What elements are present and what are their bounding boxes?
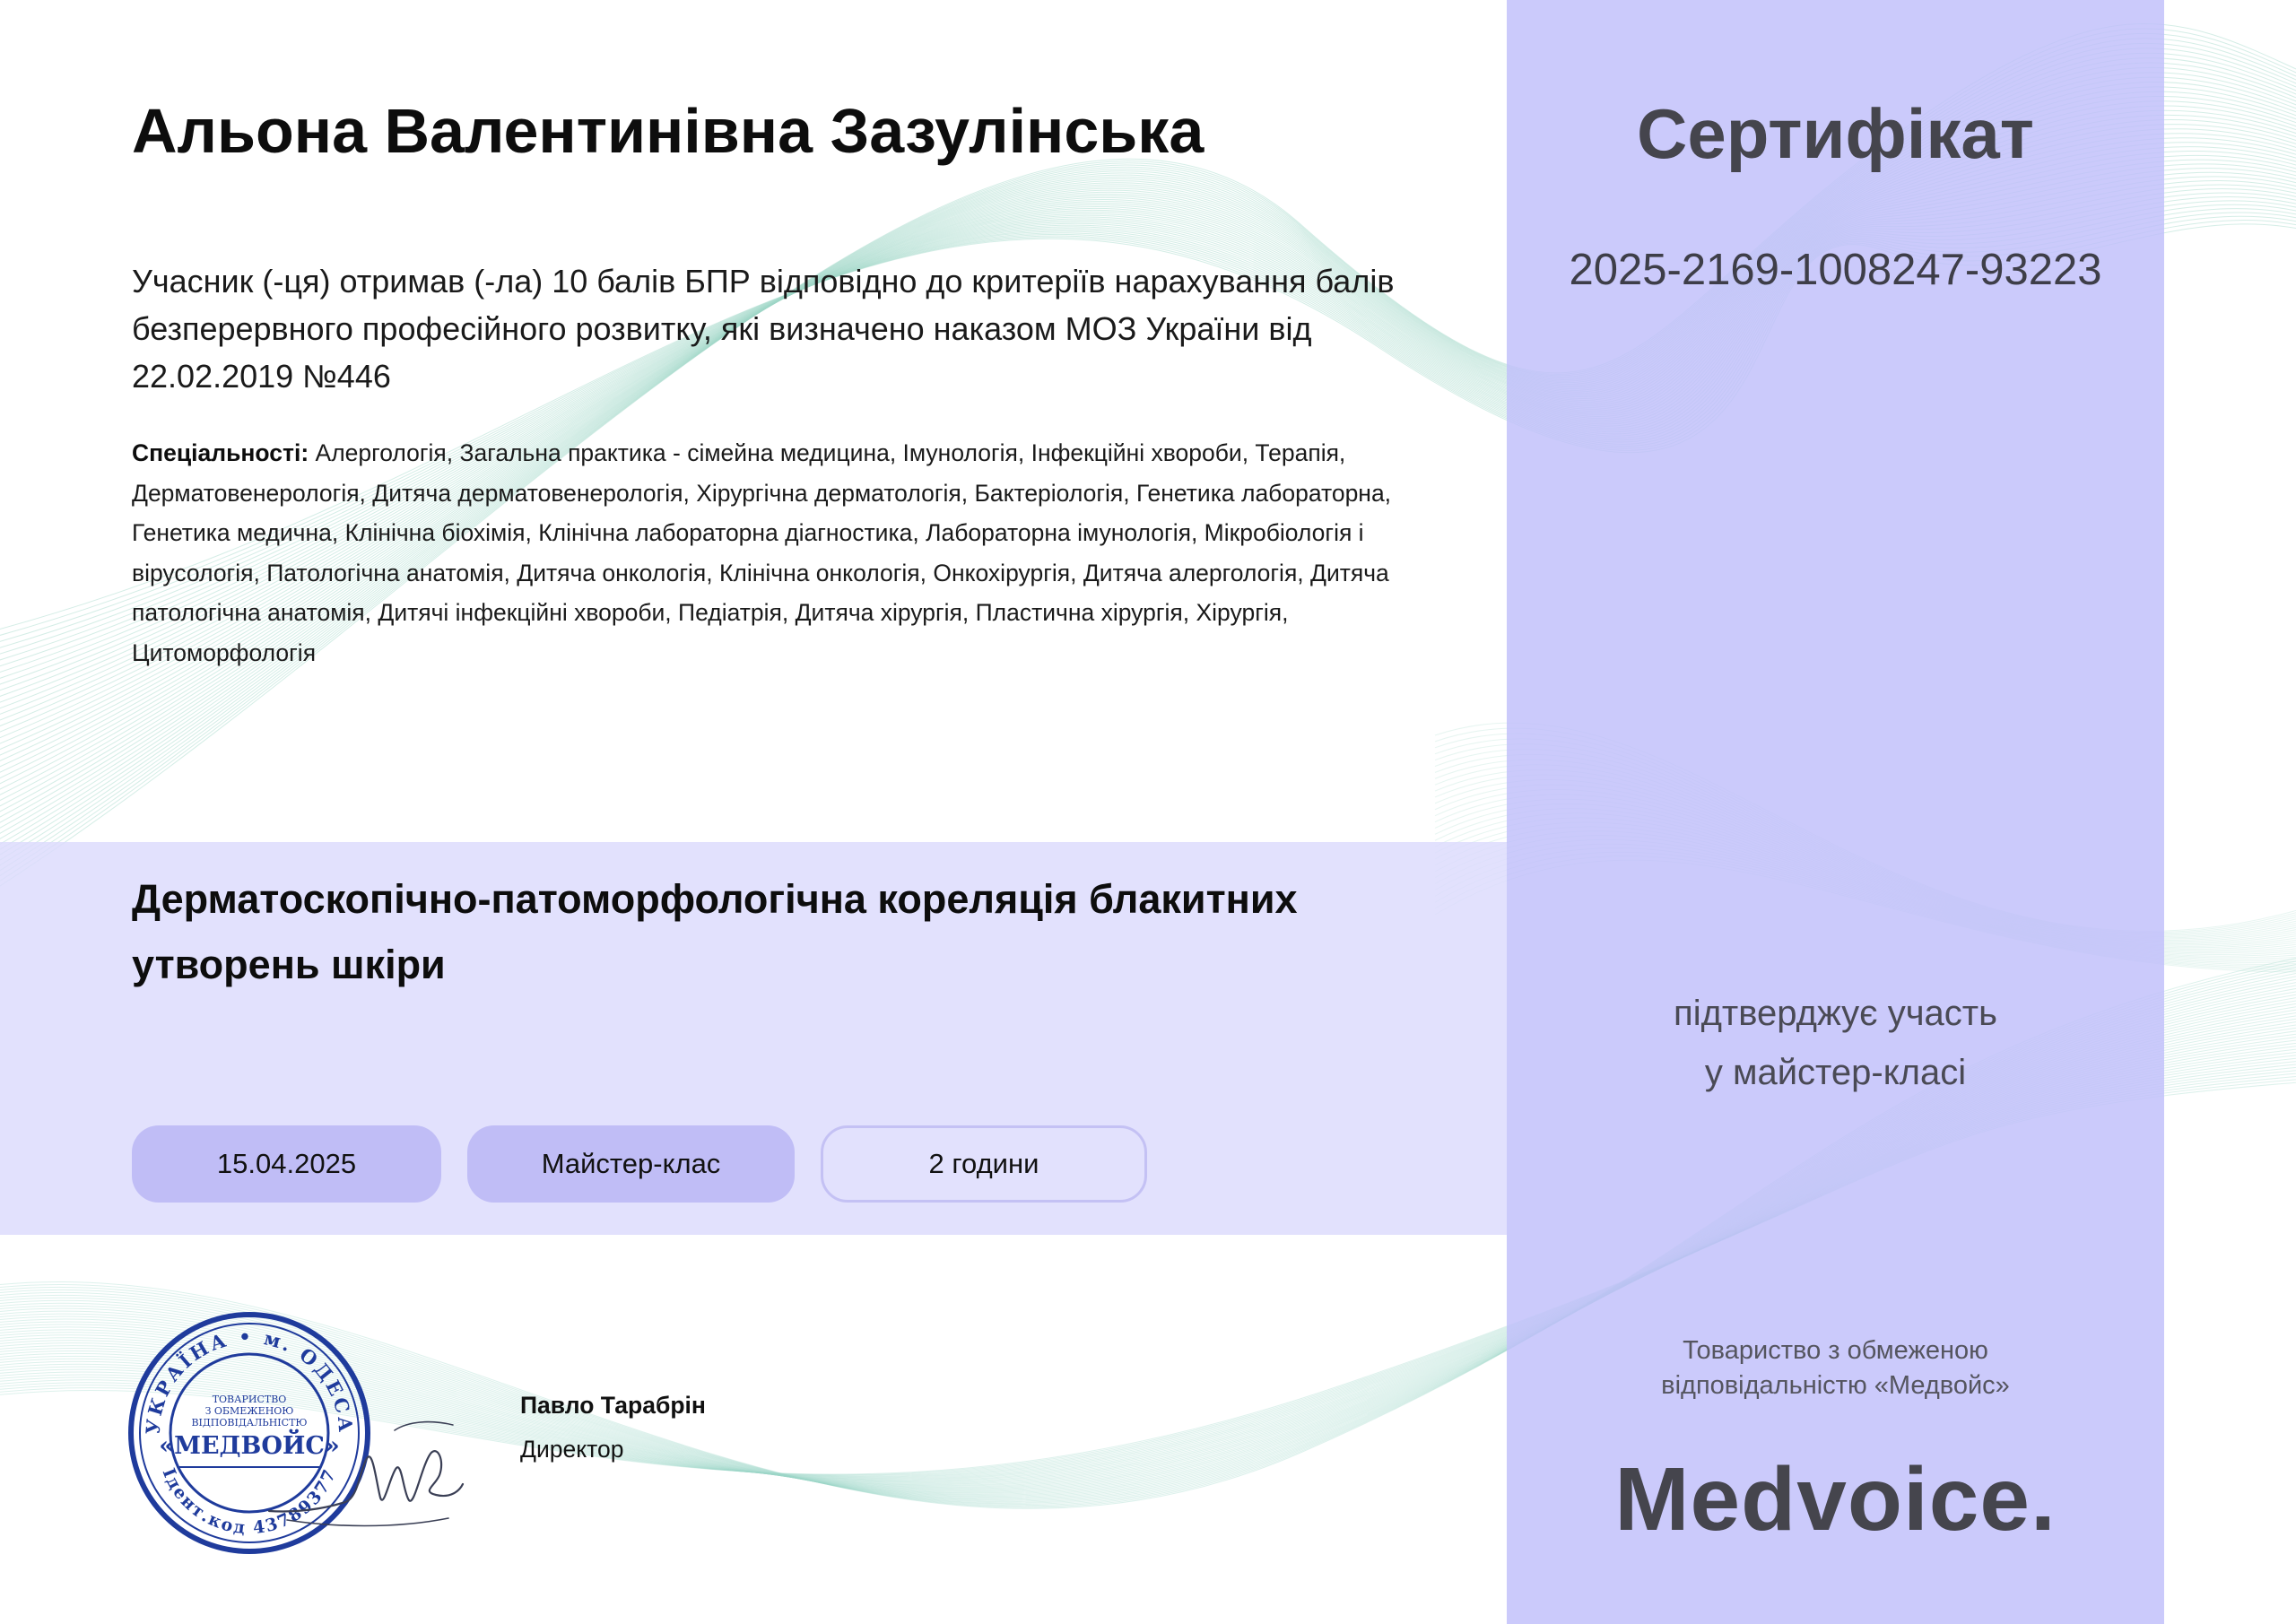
format-badge-label: Майстер-клас	[541, 1148, 721, 1179]
confirmation-line-1: підтверджує участь	[1674, 994, 1997, 1033]
date-badge-label: 15.04.2025	[216, 1148, 357, 1179]
duration-badge-label: 2 години	[928, 1148, 1039, 1179]
points-statement: Учасник (-ця) отримав (-ла) 10 балів БПР відповідно до критеріїв нарахування балів безперервного професійного розвитку, які визначено наказом МОЗ України від 22.02.2019 №446	[132, 263, 1395, 395]
certificate-heading: Сертифікат	[1636, 94, 2034, 173]
specialties-list: Алергологія, Загальна практика - сімейна медицина, Імунологія, Інфекційні хвороби, Терапія, Дерматовенерологія, Дитяча дерматовенерологія, Хірургічна дерматологія, Бактеріологія, Генетика лабораторна, Генетика медична, Клінічна біохімія, Клінічна лабораторна діагностика, Лабораторна імунологія, Мікробіологія і вірусологія, Патологічна анатомія, Дитяча онкологія, Клінічна онкологія, Онкохірургія, Дитяча алергологія, Дитяча патологічна анатомія, Дитячі інфекційні хвороби, Педіатрія, Дитяча хірургія, Пластична хірургія, Хірургія, Цитоморфологія	[132, 439, 1392, 666]
confirmation-text	[1507, 984, 2164, 1102]
director-signature	[260, 1412, 466, 1547]
stamp-inner-line-2: З ОБМЕЖЕНОЮ	[204, 1405, 294, 1417]
course-title: Дерматоскопічно-патоморфологічна кореляція блакитних утворень шкіри	[132, 876, 1298, 987]
confirmation-line-2: у майстер-класі	[1704, 1053, 1967, 1092]
medvoice-logo: Medvoice.	[1614, 1449, 2057, 1550]
company-line-1: Товариство з обмеженою	[1683, 1336, 1988, 1365]
signer-role: Директор	[520, 1436, 624, 1463]
stamp-outer-text: УКРАЇНА • м. ОДЕСА	[141, 1324, 358, 1436]
company-line-2: відповідальністю «Медвойс»	[1661, 1371, 2010, 1400]
date-badge	[132, 1125, 441, 1203]
specialties-block	[132, 433, 1432, 673]
company-name	[1507, 1333, 2164, 1403]
participant-name: Альона Валентинівна Зазулінська	[132, 96, 1205, 166]
stamp-bottom-text: Ідент.код 43789377	[158, 1465, 341, 1539]
duration-badge	[821, 1125, 1147, 1203]
format-badge	[467, 1125, 795, 1203]
certificate-number: 2025-2169-1008247-93223	[1569, 246, 2102, 294]
stamp-inner-line-3: ВІДПОВІДАЛЬНІСТЮ	[191, 1417, 308, 1429]
signer-name: Павло Тарабрін	[520, 1392, 706, 1419]
stamp-inner-line-1: ТОВАРИСТВО	[212, 1394, 287, 1405]
specialties-label: Спеціальності:	[132, 439, 309, 466]
stamp-center-text: «МЕДВОЙС»	[159, 1432, 340, 1460]
